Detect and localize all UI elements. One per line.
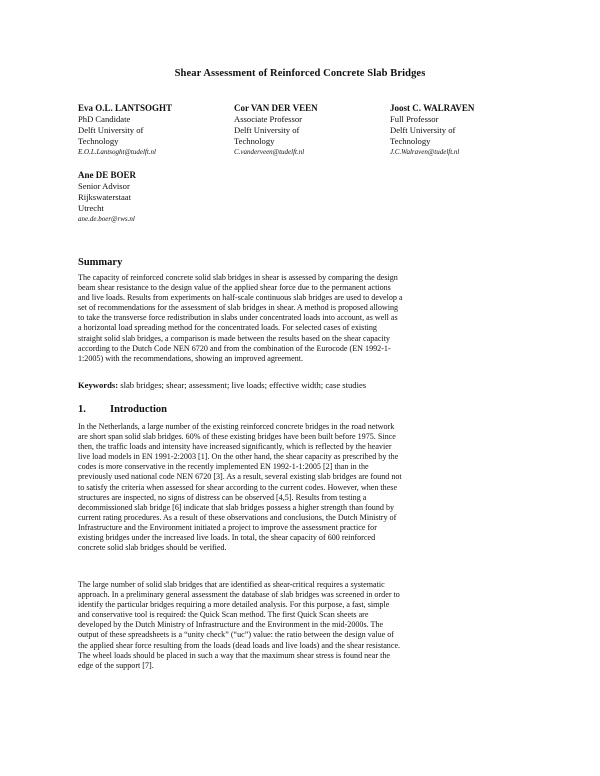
- text-line: structures are inspected, no signs of distress can be observed [4,5]. Results from testing a: [78, 492, 367, 502]
- author-block: [390, 103, 540, 157]
- author-affiliation-line: Technology: [390, 136, 431, 146]
- author-email[interactable]: J.C.Walraven@tudelft.nl: [390, 148, 460, 156]
- paper-title: Shear Assessment of Reinforced Concrete Slab Bridges: [174, 68, 426, 79]
- text-line: according to the Dutch Code NEN 6720 and from the combination of the Eurocode (EN 1992-1-: [78, 343, 391, 353]
- text-line: In the Netherlands, a large number of the existing reinforced concrete bridges in the road network: [78, 422, 395, 431]
- author-name: Joost C. WALRAVEN: [390, 103, 475, 113]
- text-line: existing bridges under the increased live loads. In total, the shear capacity of 600 reinforced: [78, 533, 376, 543]
- intro-paragraph-2: [78, 580, 526, 671]
- text-line: previously used national code NEN 6720 [3]. As a result, several existing slab bridges are found not: [78, 472, 402, 482]
- summary-heading: Summary: [78, 257, 123, 268]
- author-role: Associate Professor: [234, 114, 303, 124]
- text-line: set of recommendations for the assessment of slab bridges in shear. A method is proposed allowing: [78, 303, 399, 313]
- author-affiliation-line: Rijkswaterstaat: [78, 192, 131, 202]
- text-line: and live loads. Results from experiments on half-scale continuous slab bridges are used to develop a: [78, 293, 403, 303]
- text-line: developed by the Dutch Ministry of Infrastructure and the Environment in the mid-2000s. The: [78, 620, 384, 630]
- section-heading-introduction: [78, 404, 167, 415]
- author-name: Eva O.L. LANTSOGHT: [78, 103, 173, 113]
- author-affiliation-line: Technology: [78, 136, 119, 146]
- author-role: Full Professor: [390, 114, 439, 124]
- text-line: straight solid slab bridges, a comparison is made between the results based on the shear capacity: [78, 333, 390, 343]
- text-line: The capacity of reinforced concrete solid slab bridges in shear is assessed by comparing the design: [78, 273, 398, 282]
- text-line: are short span solid slab bridges. 60% of these existing bridges have been built before 1975. Since: [78, 432, 396, 442]
- author-affiliation-line: Technology: [234, 136, 275, 146]
- author-affiliation-line: Utrecht: [78, 203, 104, 213]
- text-line: 1:2005) with the recommendations, showing an improved agreement.: [78, 353, 303, 363]
- text-line: concrete solid slab bridges should be verified.: [78, 543, 227, 553]
- author-email[interactable]: C.vanderveen@tudelft.nl: [234, 148, 305, 156]
- section-number: 1.: [78, 404, 86, 415]
- author-affiliation-line: Delft University of: [234, 125, 300, 135]
- text-line: The large number of solid slab bridges that are identified as shear-critical requires a systematic: [78, 580, 385, 589]
- author-name: Cor VAN DER VEEN: [234, 103, 318, 113]
- author-email[interactable]: E.O.L.Lantsoght@tudelft.nl: [78, 148, 157, 156]
- text-line: current rating procedures. As a result of these observations and conclusions, the Dutch Ministry of: [78, 512, 397, 522]
- keywords: [78, 380, 366, 390]
- author-block: [78, 170, 228, 224]
- text-line: then, the traffic loads and intensity have increased significantly, which is reflected by the heavier: [78, 442, 392, 452]
- keywords-label: Keywords:: [78, 380, 119, 390]
- text-line: The wheel loads should be placed in such a way that the maximum shear stress is found near the: [78, 650, 390, 660]
- author-affiliation-line: Delft University of: [78, 125, 144, 135]
- author-role: Senior Advisor: [78, 181, 130, 191]
- text-line: a horizontal load spreading method for the concentrated loads. For selected cases of existing: [78, 323, 377, 333]
- text-line: to take the transverse force redistribution in slabs under concentrated loads into account, as well as: [78, 313, 398, 323]
- author-block: [78, 103, 228, 157]
- section-title: Introduction: [110, 404, 167, 415]
- text-line: live load models in EN 1991-2:2003 [1]. On the other hand, the shear capacity as prescribed by the: [78, 452, 399, 462]
- text-line: to satisfy the criteria when assessed for shear according to the current codes. However, when these: [78, 482, 398, 492]
- author-affiliation-line: Delft University of: [390, 125, 456, 135]
- text-line: Infrastructure and the Environment initiated a project to improve the assessment practice for: [78, 522, 377, 532]
- author-block: [234, 103, 384, 157]
- summary-paragraph: [78, 273, 526, 364]
- text-line: identify the particular bridges requiring a more detailed analysis. For this purpose, a fast, simple: [78, 600, 390, 610]
- text-line: approach. In a preliminary general assessment the database of slab bridges was screened in order to: [78, 590, 400, 600]
- text-line: and conservative tool is required: the Quick Scan method. The first Quick Scan sheets are: [78, 610, 369, 620]
- text-line: decommissioned slab bridge [6] indicate that slab bridges possess a higher strength than found by: [78, 502, 395, 512]
- intro-paragraph-1: [78, 422, 526, 553]
- text-line: beam shear resistance to the design value of the applied shear force due to the permanent actions: [78, 283, 391, 293]
- author-name: Ane DE BOER: [78, 170, 137, 180]
- author-role: PhD Candidate: [78, 114, 131, 124]
- author-email[interactable]: ane.de.boer@rws.nl: [78, 215, 135, 223]
- keywords-text: slab bridges; shear; assessment; live loads; effective width; case studies: [118, 380, 367, 390]
- text-line: the applied shear force resulting from the loads (dead loads and live loads) and the shear resistance.: [78, 640, 401, 650]
- text-line: edge of the support [7].: [78, 660, 154, 670]
- text-line: output of these spreadsheets is a “unity check” (“uc”) value: the ratio between the design value of: [78, 630, 394, 640]
- text-line: codes is more conservative in the recently implemented EN 1992-1-1:2005 [2] than in the: [78, 462, 369, 472]
